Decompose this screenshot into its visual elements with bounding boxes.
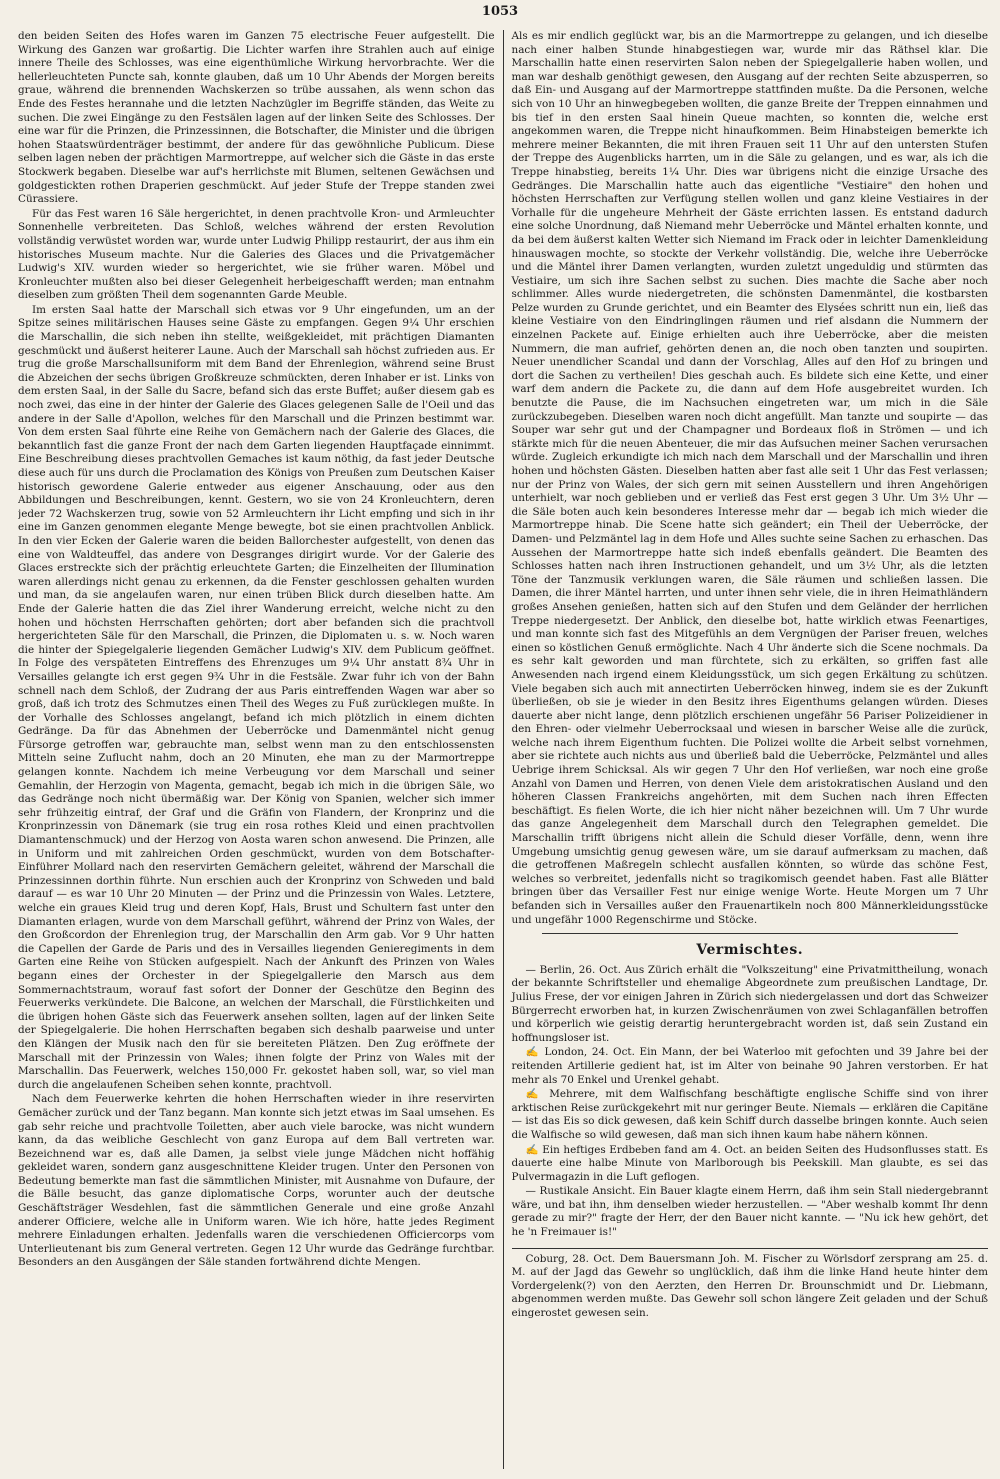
coburg-item: Coburg, 28. Oct. Dem Bauersmann Joh. M. Fischer zu Wörlsdorf zersprang am 25. d. M. auf der Jagd das Gewehr so unglücklich, daß ihm die linke Hand heute hinter dem Vordergelenk(?) von den Aerzten, den Herren Dr. Brounschmidt und Dr. Liebmann, abgenommen werden mußte. Das Gewehr soll schon längere Zeit geladen und der Schuß eingerostet gewesen sein. xyxy=(511,1252,988,1320)
item-divider xyxy=(512,1248,989,1249)
left-column xyxy=(18,30,503,1469)
article-paragraph: Nach dem Feuerwerke kehrten die hohen Herrschaften wieder in ihre reservirten Gemächer zurück und der Tanz begann. Man konnte sich jetzt etwas im Saal umsehen. Es gab sehr reiche und prachtvolle Toiletten, aber auch viele barocke, was nicht wundern kann, da das weibliche Geschlecht von ganz Europa auf dem Ball vertreten war. Bezeichnend war es, daß alle Damen, ja selbst viele junge Mädchen nicht hoffähig gekleidet waren, sondern ganz ausgeschnittene Kleider trugen. Unter den Personen von Bedeutung bemerkte man fast die sämmtlichen Minister, mit Ausnahme von Dufaure, der die Bälle besucht, das ganze diplomatische Corps, worunter auch der deutsche Geschäftsträger Wesdehlen, fast die sämmtlichen Generale und eine große Anzahl anderer Officiere, welche alle in Uniform waren. Wie ich höre, hatte jedes Regiment mehrere Einladungen erhalten. Jedenfalls waren die verschiedenen Officiercorps vom Unterlieutenant bis zum General vertreten. Gegen 12 Uhr wurde das Gedränge furchtbar. Besonders an den Ausgängen der Säle standen fortwährend dichte Mengen. xyxy=(18,1093,495,1269)
misc-item: — Rustikale Ansicht. Ein Bauer klagte einem Herrn, daß ihm sein Stall niedergebrannt wäre, und bat ihn, ihm denselben wieder herzustellen. — "Aber weshalb kommt Ihr denn gerade zu mir?" fragte der Herr, der den Bauer nicht kannte. — "Nu ick hew gehört, det he 'n Freimauer is!" xyxy=(511,1185,988,1239)
misc-item: ✍ Mehrere, mit dem Walfischfang beschäftigte englische Schiffe sind von ihrer arktischen Reise zurückgekehrt mit nur geringer Beute. Niemals — erklären die Capitäne — ist das Eis so dick gewesen, daß kein Schiff durch dasselbe bringen konnte. Auch seien die Walfische so wild gewesen, daß man sich ihnen kaum habe nähern können. xyxy=(511,1088,988,1141)
section-title: Vermischtes. xyxy=(696,942,804,959)
article-paragraph: Im ersten Saal hatte der Marschall sich etwas vor 9 Uhr eingefunden, um an der Spitze seines militärischen Hauses seine Gäste zu empfangen. Gegen 9¼ Uhr erschien die Marschallin, die sich neben ihn stellte, weißgekleidet, mit prächtigen Diamanten geschmückt und äußerst heiterer Laune. Auch der Marschall sah höchst zufrieden aus. Er trug die große Marschallsuniform mit dem Band der Ehrenlegion, während seine Brust die Abzeichen der sechs übrigen Großkreuze schmückten, deren Inhaber er ist. Links von dem ersten Saal, in der Salle du Sacre, befand sich das erste Buffet; außer diesem gab es noch zwei, das eine in der hinter der Galerie des Glaces gelegenen Salle de l'Oeil und das andere in der Salle d'Apollon, welches für den Marschall und die Prinzen bestimmt war. Von dem ersten Saal führte eine Reihe von Gemächern nach der Galerie des Glaces, die bekanntlich fast die ganze Front der nach dem Garten liegenden Hauptfaçade einnimmt. Eine Beschreibung dieses prachtvollen Gemaches ist kaum nöthig, da fast jeder Deutsche diese auch für uns durch die Proclamation des Königs von Preußen zum Deutschen Kaiser historisch gewordene Galerie entweder aus eigener Anschauung, oder aus den Abbildungen und Beschreibungen, kennt. Gestern, wo sie von 24 Kronleuchtern, deren jeder 72 Wachskerzen trug, sowie von 52 Armleuchtern ihr Licht empfing und sich in ihr eine im Ganzen genommen elegante Menge bewegte, bot sie einen prachtvollen Anblick. In den vier Ecken der Galerie waren die beiden Ballorchester aufgestellt, von denen das eine von Waldteuffel, das andere von Desgranges dirigirt wurde. Vor der Galerie des Glaces erstreckte sich der prächtig erleuchtete Garten; die Einzelheiten der Illumination waren allerdings nicht genau zu erkennen, da die Fenster geschlossen gehalten wurden und man, da sie angelaufen waren, nur einen trüben Blick durch dieselben hatte. Am Ende der Galerie hatten die das Ziel ihrer Wanderung erreicht, welche nicht zu den hohen und höchsten Herrschaften gehörten; dort aber befanden sich die prachtvoll hergerichteten Säle für den Marschall, die Prinzen, die Diplomaten u. s. w. Noch waren die hinter der Spiegelgalerie liegenden Gemächer Ludwig's XIV. dem Publicum geöffnet. In Folge des verspäteten Eintreffens des Ehrenzuges um 9¼ Uhr anstatt 8¾ Uhr in Versailles gelangte ich erst gegen 9¾ Uhr in die Festsäle. Zwar fuhr ich von der Bahn schnell nach dem Schloß, der Zudrang der aus Paris eintreffenden Wagen war aber so groß, daß ich trotz des Schmutzes einen Theil des Weges zu Fuß zurücklegen mußte. In der Vorhalle des Schlosses angelangt, befand ich mich plötzlich in einem dichten Gedränge. Da für das Abnehmen der Ueberröcke und Damenmäntel nicht genug Fürsorge getroffen war, gebrauchte man, selbst wenn man zu den entschlossensten Mitteln seine Zuflucht nahm, doch an 20 Minuten, ehe man zu der Marmortreppe gelangen konnte. Nachdem ich meine Verbeugung vor dem Marschall und seiner Gemahlin, der Herzogin von Magenta, gemacht, begab ich mich in die übrigen Säle, wo das Gedränge noch nicht übermäßig war. Der König von Spanien, welcher sich immer sehr frühzeitig eintraf, der Graf und die Gräfin von Flandern, der Kronprinz und die Kronprinzessin von Dänemark (sie trug ein rosa rothes Kleid und einen prachtvollen Diamantenschmuck) und der Herzog von Aosta waren schon anwesend. Die Prinzen, alle in Uniform und mit zahlreichen Orden geschmückt, wurden von dem Botschafter-Einführer Mollard nach den reservirten Gemächern geleitet, während der Marschall die Prinzessinnen dorthin führte. Nun erschien auch der Kronprinz von Schweden und bald darauf — es war 10 Uhr 20 Minuten — der Prinz und die Prinzessin von Wales. Letztere, welche ein graues Kleid trug und deren Kopf, Hals, Brust und Schultern fast unter den Diamanten erlagen, wurde von dem Marschall geführt, während der Prinz von Wales, der den Großcordon der Ehrenlegion trug, der Marschallin den Arm gab. Vor 9 Uhr hatten die Capellen der Garde de Paris und des in Versailles liegenden Genieregiments in dem Garten eine Reihe von Stücken aufgespielt. Nach der Ankunft des Prinzen von Wales begann eines der Orchester in der Spiegelgallerie den Marsch aus dem Sommernachtstraum, worauf fast sofort der Donner der Geschütze den Beginn des Feuerwerks verkündete. Die Balcone, an welchen der Marschall, die Fürstlichkeiten und die übrigen hohen Gäste sich das Feuerwerk ansehen sollten, lagen auf der linken Seite der Spiegelgalerie. Die hohen Herrschaften begaben sich deshalb paarweise und unter den Klängen der Musik nach den für sie bereiteten Plätzen. Den Zug eröffnete der Marschall mit der Prinzessin von Wales; ihnen folgte der Prinz von Wales mit der Marschallin. Das Feuerwerk, welches 150,000 Fr. gekostet haben soll, war, so viel man durch die angelaufenen Scheiben sehen konnte, prachtvoll. xyxy=(18,303,495,1091)
section-divider xyxy=(542,933,959,934)
article-paragraph: Als es mir endlich geglückt war, bis an die Marmortreppe zu gelangen, und ich dieselbe nach einer halben Stunde hinabgestiegen war, wurde mir das Räthsel klar. Die Marschallin hatte einen reservirten Salon neben der Spiegelgallerie haben wollen, und man war deshalb genöthigt gewesen, den Ausgang auf der rechten Seite abzusperren, so daß Ein- und Ausgang auf der Marmortreppe stattfinden mußte. Da die Personen, welche sich von 10 Uhr an hinwegbegeben wollten, die ganze Breite der Treppen einnahmen und bis tief in den ersten Saal hinein Queue machten, so konnten die, welche erst angekommen waren, die Treppe nicht hinaufkommen. Beim Hinabsteigen bemerkte ich mehrere meiner Bekannten, die mit ihren Frauen seit 11 Uhr auf den untersten Stufen der Treppe des Augenblicks harrten, um in die Säle zu gelangen, und es war, als ich die Treppe hinabstieg, bereits 1¼ Uhr. Dies war übrigens nicht die einzige Ursache des Gedränges. Die Marschallin hatte auch das eigentliche "Vestiaire" den hohen und höchsten Herrschaften zur Verfügung stellen wollen und ganz kleine Vestiaires in der Vorhalle für die ungeheure Mehrheit der Gäste errichten lassen. Es entstand dadurch eine solche Unordnung, daß Niemand mehr Ueberröcke und Mäntel erhalten konnte, und da bei dem äußerst kalten Wetter sich Niemand im Frack oder in leichter Damenkleidung hinauswagen mochte, so stockte der Verkehr vollständig. Die, welche ihre Ueberröcke und die Mäntel ihrer Damen verlangten, wurden zuletzt ungeduldig und stürmten das Vestiaire, um sich ihre Sachen selbst zu suchen. Dies machte die Sache aber noch schlimmer. Alles wurde niedergetreten, die schönsten Damenmäntel, die kostbarsten Pelze wurden zu Grunde gerichtet, und ein Beamter des Elysées schritt nun ein, ließ das kleine Vestiaire von den Eindringlingen räumen und rief alsdann die Nummern der einzelnen Packete auf. Einige erhielten auch ihre Ueberröcke, aber die meisten Nummern, die man aufrief, gehörten denen an, die noch oben tanzten und soupirten. Neuer unendlicher Scandal und dann der Vorschlag, Alles auf den Hof zu bringen und dort die Sachen zu vertheilen! Dies geschah auch. Es bildete sich eine Kette, und einer warf dem andern die Packete zu, die dann auf dem Hofe ausgebreitet wurden. Ich benutzte die Pause, die im Nachsuchen eingetreten war, um mich in die Säle zurückzubegeben. Dieselben waren noch dicht angefüllt. Man tanzte und soupirte — das Souper war sehr gut und der Champagner und Bordeaux floß in Strömen — und ich stärkte mich für die neuen Abenteuer, die mir das Aufsuchen meiner Sachen verursachen würde. Zugleich erkundigte ich mich nach dem Marschall und der Marschallin und ihren hohen und höchsten Gästen. Dieselben hatten aber fast alle seit 1 Uhr das Fest verlassen; nur der Prinz von Wales, der sich gern mit seinen Ausstellern und ihren Angehörigen unterhielt, war noch geblieben und er verließ das Fest erst gegen 3 Uhr. Um 3½ Uhr — die Säle boten auch kein besonderes Interesse mehr dar — begab ich mich wieder die Marmortreppe hinab. Die Scene hatte sich geändert; ein Theil der Ueberröcke, der Damen- und Pelzmäntel lag in dem Hofe und Alles suchte seine Sachen zu erhaschen. Das Aussehen der Marmortreppe hatte sich indeß ebenfalls geändert. Die Beamten des Schlosses hatten nach ihren Instructionen gehandelt, und um 3½ Uhr, als die letzten Töne der Tanzmusik verklungen waren, die Säle räumen und schließen lassen. Die Damen, die ihrer Mäntel harrten, und unter ihnen sehr viele, die in ihren Heimathländern großes Ansehen genießen, hatten sich auf den Stufen und dem Geländer der herrlichen Treppe niedergesetzt. Der Anblick, den dieselbe bot, hatte wirklich etwas Feenartiges, und man konnte sich fast des Mitgefühls an dem Vergnügen der Pariser freuen, welches einen so köstlichen Genuß ermöglichte. Nach 4 Uhr änderte sich die Scene nochmals. Da es sehr kalt geworden und man fürchtete, sich zu erkälten, so griffen fast alle Anwesenden nach irgend einem Kleidungsstück, um sich gegen Erkältung zu schützen. Viele begaben sich auch mit annectirten Ueberröcken hinweg, indem sie es der Zukunft überließen, ob sie je wieder in den Besitz ihres Eigenthums gelangen würden. Dieses dauerte aber nicht lange, denn plötzlich erschienen ungefähr 56 Pariser Polizeidiener in den Ehren- oder vielmehr Ueberrocksaal und wiesen in barscher Weise alle die zurück, welche nach ihrem Eigenthum fuchten. Die Polizei wollte die Arbeit selbst vornehmen, aber sie richtete auch nichts aus und überließ bald die Ueberröcke, Pelzmäntel und alles Uebrige ihrem Schicksal. Als wir gegen 7 Uhr den Hof verließen, war noch eine große Anzahl von Damen und Herren, von denen Viele dem aristokratischen Ausland und den höheren Classen Frankreichs angehörten, mit dem Suchen nach ihren Effecten beschäftigt. Es fielen Worte, die ich hier nicht näher bezeichnen will. Um 7 Uhr wurde das ganze Angelegenheit dem Marschall durch den Telegraphen gemeldet. Die Marschallin trifft übrigens nicht allein die Schuld dieser Vorfälle, denn, wenn ihre Umgebung umsichtig genug gewesen wäre, um sie darauf aufmerksam zu machen, daß die getroffenen Maßregeln schlecht ausfallen könnten, so würde das schöne Fest, welches so verbreitet, jedenfalls nicht so tragikomisch geendet haben. Fast alle Blätter bringen über das Versailler Fest nur einige wenige Worte. Heute Morgen um 7 Uhr befanden sich in Versailles außer den Frauenartikeln noch 800 Männerkleidungsstücke und ungefähr 1000 Regenschirme und Stöcke. xyxy=(511,30,988,926)
article-paragraph: den beiden Seiten des Hofes waren im Ganzen 75 electrische Feuer aufgestellt. Die Wirkung des Ganzen war großartig. Die Lichter warfen ihre Strahlen auch auf einige innere Theile des Schlosses, was eine eigenthümliche Wirkung hervorbrachte. Wer die hellerleuchteten Puncte sah, konnte glauben, daß um 10 Uhr Abends der Morgen bereits graue, während die brennenden Wachskerzen so trübe aussahen, als wenn schon das Ende des Festes herannahe und die letzten Nachzügler im Begriffe ständen, das Weite zu suchen. Die zwei Eingänge zu den Festsälen lagen auf der linken Seite des Schlosses. Der eine war für die Prinzen, die Prinzessinnen, die Botschafter, die Minister und die übrigen hohen Staatswürdenträger bestimmt, der andere für das gewöhnliche Publicum. Diese selben lagen neben der prächtigen Marmortreppe, auf welcher sich die Gäste in das erste Stockwerk begaben. Dieselbe war auf's herrlichste mit Blumen, seltenen Gewächsen und goldgestickten rothen Draperien geschmückt. Auf jeder Stufe der Treppe standen zwei Cürassiere. xyxy=(18,30,495,206)
columns xyxy=(18,30,988,1469)
misc-item: ✍ London, 24. Oct. Ein Mann, der bei Waterloo mit gefochten und 39 Jahre bei der reitenden Artillerie gedient hat, ist im Alter von beinahe 90 Jahren verstorben. Er hat mehr als 70 Enkel und Urenkel gehabt. xyxy=(511,1046,988,1086)
article-paragraph: Für das Fest waren 16 Säle hergerichtet, in denen prachtvolle Kron- und Armleuchter Sonnenhelle verbreiteten. Das Schloß, welches während der ersten Revolution vollständig verwüstet worden war, wurde unter Ludwig Philipp restaurirt, der aus ihm ein historisches Museum machte. Nur die Galeries des Glaces und die Privatgemächer Ludwig's XIV. wurden wieder so hergerichtet, wie sie früher waren. Möbel und Kronleuchter mußten also bei dieser Gelegenheit herbeigeschafft werden; man entnahm dieselben zum größten Theil dem sogenannten Garde Meuble. xyxy=(18,207,495,302)
misc-item: — Berlin, 26. Oct. Aus Zürich erhält die "Volkszeitung" eine Privatmittheilung, wonach der bekannte Schriftsteller und ehemalige Abgeordnete zum preußischen Landtage, Dr. Julius Frese, der vor einigen Jahren in Zürich sich niedergelassen und dort das Schweizer Bürgerrecht erworben hat, in kurzen Zwischenräumen von zwei Schlaganfällen betroffen und körperlich wie geistig derartig heruntergebracht worden ist, daß sein Zustand ein hoffnungsloser ist. xyxy=(511,963,988,1044)
misc-item: ✍ Ein heftiges Erdbeben fand am 4. Oct. an beiden Seiten des Hudsonflusses statt. Es dauerte eine halbe Minute von Marlborough bis Peekskill. Man glaubte, es sei das Pulvermagazin in die Luft geflogen. xyxy=(511,1143,988,1183)
right-column xyxy=(504,30,989,1469)
page-number: 1053 xyxy=(481,4,519,19)
